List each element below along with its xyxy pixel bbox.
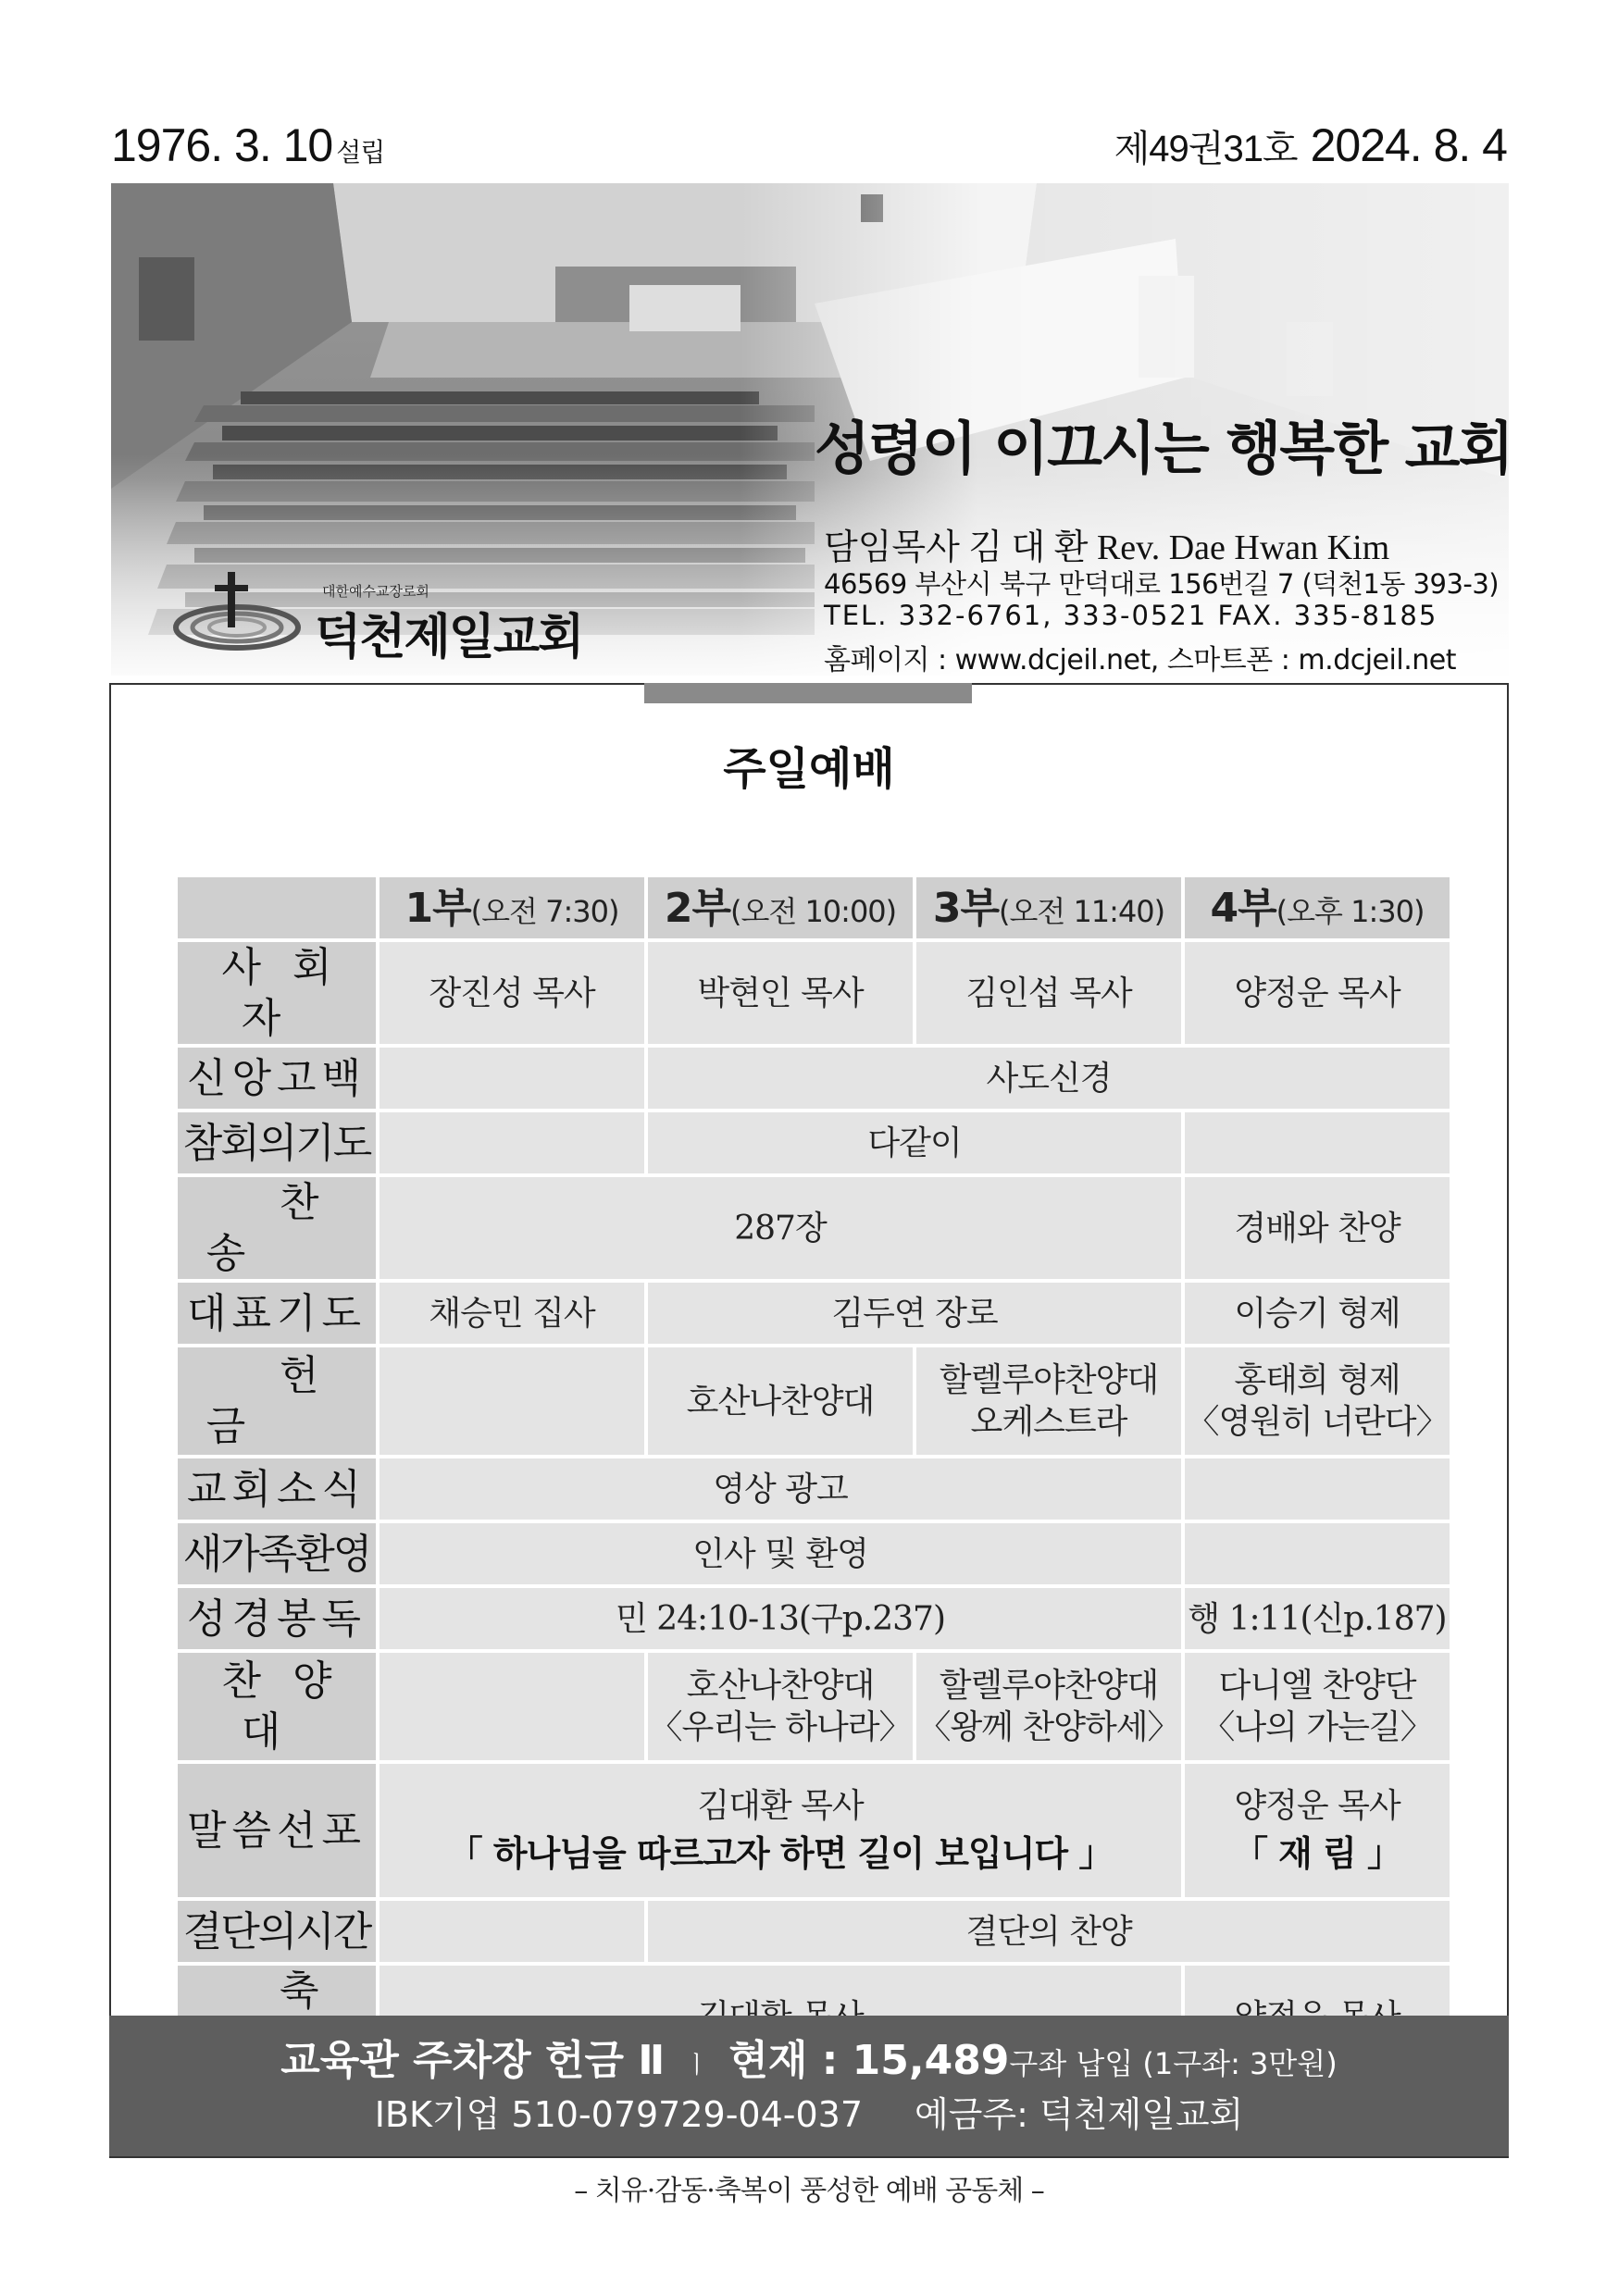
campaign-separator: ㅣ bbox=[685, 2051, 709, 2079]
bank-account: IBK기업 510-079729-04-037 bbox=[374, 2094, 864, 2135]
choir-service-2-line2: 〈우리는 하나라〉 bbox=[649, 1708, 912, 1746]
row-label-sermon: 말씀선포 bbox=[178, 1764, 376, 1897]
table-row-decision bbox=[178, 1901, 1450, 1962]
reading-services-1-3: 민 24:10-13(구p.237) bbox=[380, 1588, 1181, 1649]
table-header-row bbox=[178, 877, 1450, 938]
creed-service-1 bbox=[380, 1048, 644, 1109]
choir-service-1 bbox=[380, 1653, 644, 1760]
service-4-number: 4부 bbox=[1210, 884, 1276, 932]
campaign-detail: 구좌 납입 (1구좌: 3만원) bbox=[1009, 2046, 1338, 2081]
page-title: 주일예배 bbox=[723, 743, 895, 795]
new-family-service-4 bbox=[1185, 1523, 1450, 1584]
founded-label: 설립 bbox=[336, 138, 385, 167]
sermon-title: 「 하나님을 따르고자 하면 길이 보입니다 」 bbox=[447, 1832, 1114, 1874]
service-1-number: 1부 bbox=[404, 884, 471, 932]
footer-motto: – 치유·감동·축복이 풍성한 예배 공동체 – bbox=[574, 2175, 1044, 2207]
offering-service-4-line1: 홍태희 형제 bbox=[1234, 1361, 1400, 1399]
host-service-1: 장진성 목사 bbox=[380, 942, 644, 1044]
decision-services-2-4: 결단의 찬양 bbox=[648, 1901, 1450, 1962]
row-label-repentance: 참회의기도 bbox=[178, 1112, 376, 1173]
bank-info-line bbox=[0, 2086, 1618, 2137]
service-1-time: (오전 7:30) bbox=[470, 893, 619, 929]
repentance-service-1 bbox=[380, 1112, 644, 1173]
host-service-4: 양정운 목사 bbox=[1185, 942, 1450, 1044]
choir-service-2-line1: 호산나찬양대 bbox=[686, 1667, 875, 1705]
offering-service-2: 호산나찬양대 bbox=[648, 1347, 913, 1455]
church-slogan: 성령이 이끄시는 행복한 교회 bbox=[815, 415, 1512, 482]
offering-campaign-line bbox=[0, 2027, 1618, 2086]
table-row-creed bbox=[178, 1048, 1450, 1109]
church-website: 홈페이지 : www.dcjeil.net, 스마트폰 : m.dcjeil.net bbox=[824, 644, 1456, 676]
service-3-time: (오전 11:40) bbox=[998, 893, 1165, 929]
offering-service-3-line1: 할렐루야찬양대 bbox=[939, 1361, 1159, 1399]
service-3-header bbox=[916, 877, 1181, 938]
choir-service-4 bbox=[1185, 1653, 1450, 1760]
table-row-sermon bbox=[178, 1764, 1450, 1897]
row-label-reading: 성경봉독 bbox=[178, 1588, 376, 1649]
church-logo bbox=[172, 572, 311, 659]
service-2-number: 2부 bbox=[664, 884, 730, 932]
table-row-prayer bbox=[178, 1283, 1450, 1344]
row-label-offering: 헌금 bbox=[178, 1347, 376, 1455]
host-service-2: 박현인 목사 bbox=[648, 942, 913, 1044]
sermon-title-wrap bbox=[380, 1832, 1181, 1877]
sermon-service-4-preacher: 양정운 목사 bbox=[1234, 1786, 1400, 1825]
row-label-decision: 결단의시간 bbox=[178, 1901, 376, 1962]
issue-date: 2024. 8. 4 bbox=[1310, 119, 1507, 171]
row-label-new-family: 새가족환영 bbox=[178, 1523, 376, 1584]
table-row-reading bbox=[178, 1588, 1450, 1649]
account-holder: 예금주: 덕천제일교회 bbox=[915, 2094, 1244, 2135]
new-family-services-1-3: 인사 및 환영 bbox=[380, 1523, 1181, 1584]
sermon-service-4 bbox=[1185, 1764, 1450, 1897]
sermon-services-1-3 bbox=[380, 1764, 1181, 1897]
campaign-name: 교육관 주차장 헌금 Ⅱ bbox=[280, 2037, 666, 2084]
senior-pastor: 담임목사 김 대 환 Rev. Dae Hwan Kim bbox=[824, 528, 1390, 567]
offering-service-3-line2: 오케스트라 bbox=[970, 1403, 1127, 1441]
table-row-new-family bbox=[178, 1523, 1450, 1584]
corner-cell bbox=[178, 877, 376, 938]
row-label-news: 교회소식 bbox=[178, 1458, 376, 1520]
denomination-label: 대한예수교장로회 bbox=[322, 583, 429, 600]
campaign-current: 현재 : 15,489 bbox=[728, 2037, 1010, 2084]
table-row-host bbox=[178, 942, 1450, 1044]
row-label-choir: 찬양대 bbox=[178, 1653, 376, 1760]
decision-service-1 bbox=[380, 1901, 644, 1962]
sermon-service-4-title-wrap bbox=[1185, 1832, 1450, 1877]
volume-number: 제49권31호 bbox=[1114, 129, 1298, 169]
issue-info bbox=[1114, 118, 1507, 172]
offering-service-3 bbox=[916, 1347, 1181, 1455]
reading-service-4: 행 1:11(신p.187) bbox=[1185, 1588, 1450, 1649]
service-2-time: (오전 10:00) bbox=[729, 893, 897, 929]
service-2-header bbox=[648, 877, 913, 938]
church-address: 46569 부산시 북구 만덕대로 156번길 7 (덕천1동 393-3) bbox=[824, 568, 1500, 600]
choir-service-4-line1: 다니엘 찬양단 bbox=[1218, 1667, 1416, 1705]
table-row-repentance bbox=[178, 1112, 1450, 1173]
choir-service-4-line2: 〈나의 가는길〉 bbox=[1201, 1708, 1433, 1746]
church-name-logo: 덕천제일교회 bbox=[315, 610, 583, 665]
service-3-number: 3부 bbox=[932, 884, 999, 932]
choir-service-3-line2: 〈왕께 찬양하세〉 bbox=[917, 1708, 1180, 1746]
service-4-header bbox=[1185, 877, 1450, 938]
prayer-service-4: 이승기 형제 bbox=[1185, 1283, 1450, 1344]
table-row-news bbox=[178, 1458, 1450, 1520]
sermon-preacher: 김대환 목사 bbox=[697, 1786, 864, 1825]
table-row-hymn bbox=[178, 1177, 1450, 1279]
news-service-4 bbox=[1185, 1458, 1450, 1520]
prayer-service-1: 채승민 집사 bbox=[380, 1283, 644, 1344]
hymn-services-1-3: 287장 bbox=[380, 1177, 1181, 1279]
row-label-hymn: 찬송 bbox=[178, 1177, 376, 1279]
repentance-service-4 bbox=[1185, 1112, 1450, 1173]
cross-logo-icon bbox=[172, 572, 311, 655]
row-label-prayer: 대표기도 bbox=[178, 1283, 376, 1344]
worship-schedule-table bbox=[174, 874, 1453, 2071]
news-services-1-3: 영상 광고 bbox=[380, 1458, 1181, 1520]
creed-services-2-4: 사도신경 bbox=[648, 1048, 1450, 1109]
box-tab-decoration bbox=[644, 683, 972, 703]
host-service-3: 김인섭 목사 bbox=[916, 942, 1181, 1044]
choir-service-3 bbox=[916, 1653, 1181, 1760]
row-label-host: 사회자 bbox=[178, 942, 376, 1044]
founded-date bbox=[111, 118, 384, 172]
offering-service-4 bbox=[1185, 1347, 1450, 1455]
choir-service-3-line1: 할렐루야찬양대 bbox=[939, 1667, 1159, 1705]
offering-service-4-line2: 〈영원히 너란다〉 bbox=[1186, 1403, 1449, 1441]
repentance-services-2-3: 다같이 bbox=[648, 1112, 1181, 1173]
table-row-choir bbox=[178, 1653, 1450, 1760]
choir-service-2 bbox=[648, 1653, 913, 1760]
row-label-creed: 신앙고백 bbox=[178, 1048, 376, 1109]
church-phone: TEL. 332-6761, 333-0521 FAX. 335-8185 bbox=[824, 600, 1438, 631]
table-row-offering bbox=[178, 1347, 1450, 1455]
service-4-time: (오후 1:30) bbox=[1276, 893, 1425, 929]
founded-date-value: 1976. 3. 10 bbox=[111, 119, 333, 171]
row-label-blessing: 축 bbox=[178, 1966, 376, 2067]
service-1-header bbox=[380, 877, 644, 938]
prayer-services-2-3: 김두연 장로 bbox=[648, 1283, 1181, 1344]
sermon-service-4-title: 「 재 림 」 bbox=[1232, 1832, 1402, 1874]
hymn-service-4: 경배와 찬양 bbox=[1185, 1177, 1450, 1279]
